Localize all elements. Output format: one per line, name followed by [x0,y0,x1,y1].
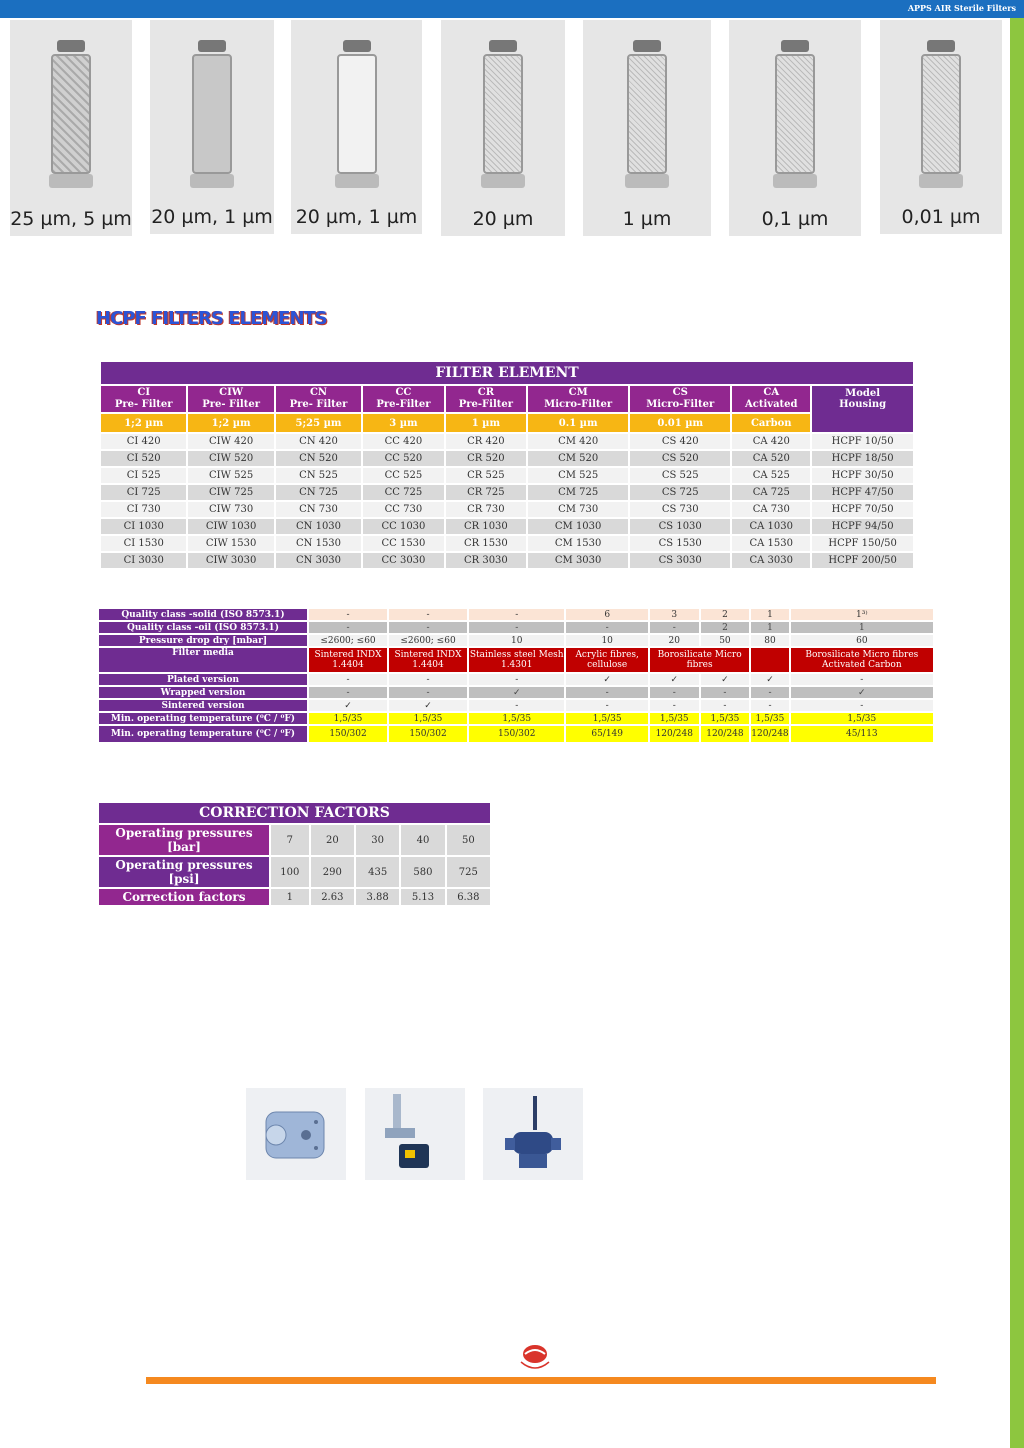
spec-cell: ≤2600; ≤60 [309,635,387,646]
spec-cell: - [389,622,467,633]
row-label: Correction factors [99,889,269,905]
table-title: CORRECTION FACTORS [99,803,490,823]
value-cell: 100 [271,857,309,887]
element-cell: CC 520 [363,451,443,466]
table-row [101,519,913,534]
element-cell: CC 730 [363,502,443,517]
spec-cell: ✓ [469,687,564,698]
element-cell: CM 725 [528,485,628,500]
spec-cell: - [751,687,788,698]
spec-cell: - [650,687,699,698]
element-cell: CM 3030 [528,553,628,568]
spec-cell: 1,5/35 [701,713,750,724]
row-label: Quality class -solid (ISO 8573.1) [99,609,307,620]
spec-cell: 45/113 [791,726,933,742]
spec-cell: - [791,674,933,685]
spec-cell [751,648,788,672]
rating-cell: 0.1 µm [528,414,628,432]
element-cell: CIW 725 [188,485,273,500]
element-cell: CN 1530 [276,536,361,551]
element-cell: CA 525 [732,468,810,483]
spec-cell: 1,5/35 [791,713,933,724]
table-row [101,485,913,500]
spec-cell: 1,5/35 [389,713,467,724]
spec-cell: 80 [751,635,788,646]
column-header: CN Pre- Filter [276,386,361,412]
table-title: FILTER ELEMENT [101,362,913,384]
table-row [101,553,913,568]
spec-cell: ✓ [751,674,788,685]
spec-cell: - [309,609,387,620]
value-cell: 435 [356,857,399,887]
table-row [99,609,933,620]
spec-cell: - [389,609,467,620]
spec-cell: 1,5/35 [309,713,387,724]
rating-cell: 1;2 µm [101,414,186,432]
spec-cell: 120/248 [650,726,699,742]
element-cell: CS 420 [630,434,730,449]
element-cell: CS 725 [630,485,730,500]
housing-cell: HCPF 10/50 [812,434,913,449]
row-label: Sintered version [99,700,307,711]
element-cell: CA 730 [732,502,810,517]
housing-cell: HCPF 150/50 [812,536,913,551]
table-row [101,468,913,483]
top-banner [0,0,1024,18]
spec-cell: 2 [701,622,750,633]
table-row [99,674,933,685]
housing-cell: HCPF 70/50 [812,502,913,517]
spec-cell: 150/302 [389,726,467,742]
element-cell: CR 1030 [446,519,526,534]
value-cell: 50 [447,825,490,855]
housing-cell: HCPF 94/50 [812,519,913,534]
row-label: Filter media [99,648,307,672]
photo-label: 20 µm, 1 µm [151,206,273,228]
rating-cell: 3 µm [363,414,443,432]
value-cell: 7 [271,825,309,855]
row-label: Wrapped version [99,687,307,698]
filter-photo-3 [291,20,422,234]
value-cell: 580 [401,857,444,887]
value-cell: 6.38 [447,889,490,905]
spec-cell: - [701,700,750,711]
element-cell: CIW 3030 [188,553,273,568]
spec-cell: - [566,622,648,633]
specification-table [97,607,935,744]
element-cell: CM 730 [528,502,628,517]
value-cell: 20 [311,825,354,855]
company-logo [517,1340,553,1374]
row-label: Quality class -oil (ISO 8573.1) [99,622,307,633]
element-cell: CA 3030 [732,553,810,568]
element-cell: CI 3030 [101,553,186,568]
value-cell: 2.63 [311,889,354,905]
rating-cell: 5;25 µm [276,414,361,432]
rating-cell: 1 µm [446,414,526,432]
element-cell: CR 725 [446,485,526,500]
spec-cell: 3 [650,609,699,620]
spec-cell: 120/248 [751,726,788,742]
table-row [99,825,490,855]
rating-cell: 0.01 µm [630,414,730,432]
value-cell: 40 [401,825,444,855]
element-cell: CN 520 [276,451,361,466]
photo-label: 1 µm [622,208,672,230]
spec-cell: - [650,622,699,633]
filter-photo-7 [880,20,1002,234]
table-row [99,857,490,887]
column-header: CM Micro-Filter [528,386,628,412]
column-header: CA Activated [732,386,810,412]
table-row [99,700,933,711]
spec-cell: 1,5/35 [566,713,648,724]
rating-cell: 1;2 µm [188,414,273,432]
element-cell: CI 520 [101,451,186,466]
filter-photo-2 [150,20,274,234]
spec-cell: 1,5/35 [751,713,788,724]
filter-photo-5 [583,20,711,236]
element-cell: CA 1530 [732,536,810,551]
column-header: CI Pre- Filter [101,386,186,412]
element-cell: CN 725 [276,485,361,500]
element-cell: CA 1030 [732,519,810,534]
spec-cell: - [309,674,387,685]
spec-cell: ✓ [791,687,933,698]
element-cell: CS 1030 [630,519,730,534]
element-cell: CC 525 [363,468,443,483]
value-cell: 725 [447,857,490,887]
filter-photo-4 [441,20,565,236]
column-header: CS Micro-Filter [630,386,730,412]
spec-cell: - [566,700,648,711]
spec-cell: Sintered INDX 1.4404 [389,648,467,672]
table-row [99,889,490,905]
spec-cell: - [309,687,387,698]
table-row [99,687,933,698]
table-row [99,622,933,633]
photo-label: 20 µm [472,208,534,230]
element-cell: CS 1530 [630,536,730,551]
filter-photo-1 [10,20,132,236]
section-title: HCPF FILTERS ELEMENTS [96,308,327,329]
housing-cell: HCPF 200/50 [812,553,913,568]
housing-header: Model Housing [812,386,913,432]
spec-cell: - [469,609,564,620]
element-cell: CIW 1530 [188,536,273,551]
element-cell: CI 420 [101,434,186,449]
element-cell: CC 420 [363,434,443,449]
element-cell: CI 525 [101,468,186,483]
table-row [101,451,913,466]
filter-photo-6 [729,20,861,236]
spec-cell: 65/149 [566,726,648,742]
element-cell: CR 520 [446,451,526,466]
spec-cell: ✓ [650,674,699,685]
spec-cell: - [701,687,750,698]
spec-cell: - [469,700,564,711]
spec-cell: ✓ [701,674,750,685]
column-header: CC Pre-Filter [363,386,443,412]
element-cell: CM 1030 [528,519,628,534]
spec-cell: - [389,674,467,685]
element-cell: CIW 1030 [188,519,273,534]
table-row [99,635,933,646]
spec-cell: Borosilicate Micro fibres [650,648,749,672]
element-cell: CA 420 [732,434,810,449]
element-cell: CM 1530 [528,536,628,551]
element-cell: CI 725 [101,485,186,500]
element-cell: CM 420 [528,434,628,449]
spec-cell: - [389,687,467,698]
table-row [99,713,933,724]
spec-cell: Sintered INDX 1.4404 [309,648,387,672]
photo-label: 0,01 µm [901,206,981,228]
element-cell: CR 1530 [446,536,526,551]
table-row [101,434,913,449]
element-cell: CM 520 [528,451,628,466]
solenoid-valve-icon [365,1088,465,1180]
spec-cell: - [309,622,387,633]
spec-cell: Borosilicate Micro fibres Activated Carbon [791,648,933,672]
filter-element-table [99,360,915,570]
housing-cell: HCPF 47/50 [812,485,913,500]
spec-cell: 1³⁾ [791,609,933,620]
element-cell: CC 725 [363,485,443,500]
element-cell: CA 520 [732,451,810,466]
element-cell: CIW 420 [188,434,273,449]
spec-cell: - [469,674,564,685]
column-header: CIW Pre- Filter [188,386,273,412]
spec-cell: ✓ [566,674,648,685]
spec-cell: 10 [469,635,564,646]
spec-cell: Acrylic fibres, cellulose [566,648,648,672]
row-label: Pressure drop dry [mbar] [99,635,307,646]
spec-cell: 1 [791,622,933,633]
side-accent-bar [1010,18,1024,1448]
row-label: Operating pressures [psi] [99,857,269,887]
spec-cell: 1 [751,622,788,633]
element-cell: CR 730 [446,502,526,517]
row-label: Operating pressures [bar] [99,825,269,855]
spec-cell: - [751,700,788,711]
spec-cell: 20 [650,635,699,646]
element-cell: CS 730 [630,502,730,517]
housing-cell: HCPF 18/50 [812,451,913,466]
table-row [99,726,933,742]
element-cell: CA 725 [732,485,810,500]
value-cell: 3.88 [356,889,399,905]
row-label: Plated version [99,674,307,685]
spec-cell: - [791,700,933,711]
spec-cell: - [469,622,564,633]
element-cell: CN 730 [276,502,361,517]
element-cell: CR 420 [446,434,526,449]
spec-cell: ≤2600; ≤60 [389,635,467,646]
element-cell: CS 525 [630,468,730,483]
element-cell: CIW 525 [188,468,273,483]
column-header: CR Pre-Filter [446,386,526,412]
filter-table-body [101,434,913,568]
spec-cell: 1,5/35 [650,713,699,724]
element-cell: CIW 730 [188,502,273,517]
document-title: APPS AIR Sterile Filters [907,3,1016,13]
spec-cell: - [650,700,699,711]
photo-label: 0,1 µm [761,208,829,230]
element-cell: CN 420 [276,434,361,449]
table-row [101,502,913,517]
value-cell: 290 [311,857,354,887]
element-cell: CI 730 [101,502,186,517]
spec-cell: 1 [751,609,788,620]
spec-cell: 150/302 [469,726,564,742]
housing-cell: HCPF 30/50 [812,468,913,483]
table-row [101,536,913,551]
element-cell: CN 1030 [276,519,361,534]
spec-cell: 1,5/35 [469,713,564,724]
spec-cell: 10 [566,635,648,646]
spec-cell: ✓ [389,700,467,711]
element-cell: CC 1030 [363,519,443,534]
rating-cell: Carbon [732,414,810,432]
row-label: Min. operating temperature (⁰C / ⁰F) [99,726,307,742]
element-cell: CI 1030 [101,519,186,534]
spec-cell: 6 [566,609,648,620]
valve-block-icon [246,1088,346,1180]
photo-label: 25 µm, 5 µm [10,208,132,230]
value-cell: 5.13 [401,889,444,905]
spec-cell: - [566,687,648,698]
value-cell: 1 [271,889,309,905]
row-label: Min. operating temperature (⁰C / ⁰F) [99,713,307,724]
spec-cell: ✓ [309,700,387,711]
correction-factors-table [97,801,492,907]
spec-cell: 50 [701,635,750,646]
element-cell: CN 3030 [276,553,361,568]
element-cell: CC 3030 [363,553,443,568]
footer-rule [146,1377,936,1384]
spec-cell: 60 [791,635,933,646]
spec-cell: Stainless steel Mesh 1.4301 [469,650,564,670]
element-cell: CI 1530 [101,536,186,551]
element-cell: CR 3030 [446,553,526,568]
element-cell: CS 3030 [630,553,730,568]
element-cell: CS 520 [630,451,730,466]
ball-valve-icon [483,1088,583,1180]
element-cell: CR 525 [446,468,526,483]
value-cell: 30 [356,825,399,855]
element-cell: CN 525 [276,468,361,483]
spec-cell: 120/248 [701,726,750,742]
element-cell: CM 525 [528,468,628,483]
element-cell: CIW 520 [188,451,273,466]
element-cell: CC 1530 [363,536,443,551]
photo-label: 20 µm, 1 µm [295,206,418,228]
spec-cell: 150/302 [309,726,387,742]
table-row [99,648,933,672]
spec-cell: 2 [701,609,750,620]
